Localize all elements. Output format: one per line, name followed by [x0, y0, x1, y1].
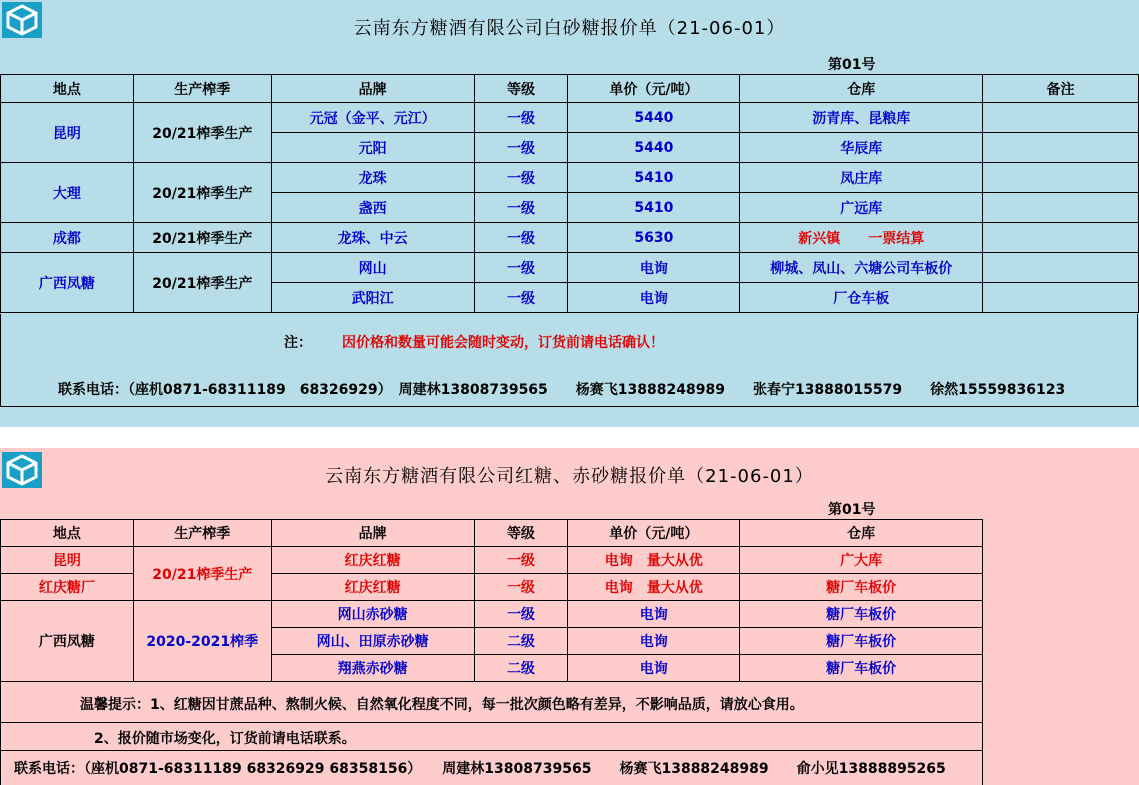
warehouse-cell: 广远库	[740, 193, 983, 223]
location-cell: 广西凤糖	[1, 601, 134, 682]
contact-divider	[0, 750, 983, 751]
remarks-cell	[983, 223, 1139, 253]
location-cell: 成都	[1, 223, 134, 253]
season-cell: 20/21榨季生产	[133, 103, 271, 163]
table-row	[1, 253, 1139, 283]
price-cell: 5440	[568, 103, 740, 133]
sheet-title: 云南东方糖酒有限公司红糖、赤砂糖报价单（21-06-01）	[325, 466, 814, 487]
remarks-cell	[983, 103, 1139, 133]
right-border	[1137, 314, 1138, 407]
warehouse-cell: 柳城、凤山、六塘公司车板价	[740, 253, 983, 283]
warehouse-cell: 新兴镇 一票结算	[740, 223, 983, 253]
tip-line-1: 温馨提示：1、红糖因甘蔗品种、熬制火候、自然氧化程度不同，每一批次颜色略有差异，不影响品质，请放心食用。	[80, 697, 804, 713]
price-cell: 电询 量大从优	[568, 547, 740, 574]
header-warehouse: 仓库	[740, 520, 983, 547]
table-header-row	[1, 75, 1139, 103]
season-cell: 20/21榨季生产	[133, 547, 271, 601]
season-cell: 20/21榨季生产	[133, 163, 271, 223]
warehouse-cell: 厂仓车板	[740, 283, 983, 313]
table-row	[1, 601, 983, 628]
remarks-cell	[983, 193, 1139, 223]
header-remarks: 备注	[983, 75, 1139, 103]
grade-cell: 二级	[474, 628, 568, 655]
bottom-border	[0, 406, 1139, 407]
grade-cell: 一级	[474, 574, 568, 601]
grade-cell: 一级	[474, 103, 568, 133]
brand-cell: 网山赤砂糖	[271, 601, 474, 628]
brand-cell: 龙珠	[271, 163, 474, 193]
warehouse-cell: 糖厂车板价	[740, 655, 983, 682]
right-border	[982, 681, 983, 785]
header-brand: 品牌	[271, 75, 474, 103]
price-cell: 5630	[568, 223, 740, 253]
tip-line-2: 2、报价随市场变化，订货前请电话联系。	[94, 731, 356, 747]
location-cell: 大理	[1, 163, 134, 223]
season-cell: 20/21榨季生产	[133, 253, 271, 313]
price-cell: 电询 量大从优	[568, 574, 740, 601]
header-brand: 品牌	[271, 520, 474, 547]
table-row	[1, 223, 1139, 253]
warehouse-cell: 凤庄库	[740, 163, 983, 193]
remarks-cell	[983, 283, 1139, 313]
warehouse-cell: 糖厂车板价	[740, 628, 983, 655]
price-cell: 5410	[568, 193, 740, 223]
contact-line: 联系电话：（座机0871-68311189 68326929 68358156） 周建林13808739565 杨赛飞13888248989 俞小见13888895265	[14, 761, 946, 777]
brand-cell: 红庆红糖	[271, 574, 474, 601]
brand-cell: 元冠（金平、元江）	[271, 103, 474, 133]
remarks-cell	[983, 163, 1139, 193]
season-cell: 2020-2021榨季	[133, 601, 271, 682]
grade-cell: 一级	[474, 133, 568, 163]
warehouse-cell: 糖厂车板价	[740, 574, 983, 601]
tip-divider	[0, 722, 983, 723]
table-header-row	[1, 520, 983, 547]
brand-cell: 翔燕赤砂糖	[271, 655, 474, 682]
price-cell: 5440	[568, 133, 740, 163]
white-sugar-table	[0, 74, 1139, 313]
note-text: 因价格和数量可能会随时变动，订货前请电话确认！	[342, 335, 664, 351]
price-cell: 5410	[568, 163, 740, 193]
header-season: 生产榨季	[133, 520, 271, 547]
brown-sugar-table	[0, 519, 983, 682]
brand-cell: 龙珠、中云	[271, 223, 474, 253]
warehouse-cell: 沥青库、昆粮库	[740, 103, 983, 133]
grade-cell: 一级	[474, 601, 568, 628]
grade-cell: 一级	[474, 223, 568, 253]
table-row	[1, 163, 1139, 193]
brand-cell: 元阳	[271, 133, 474, 163]
header-season: 生产榨季	[133, 75, 271, 103]
contact-line: 联系电话：（座机0871-68311189 68326929） 周建林13808739565 杨赛飞13888248989 张春宁13888015579 徐然15559836123	[58, 382, 1066, 398]
brand-cell: 网山、田原赤砂糖	[271, 628, 474, 655]
header-location: 地点	[1, 520, 134, 547]
grade-cell: 一级	[474, 283, 568, 313]
brown-sugar-price-sheet	[0, 448, 1139, 785]
warehouse-cell: 广大库	[740, 547, 983, 574]
brand-cell: 武阳江	[271, 283, 474, 313]
header-warehouse: 仓库	[740, 75, 983, 103]
location-cell: 昆明	[1, 547, 134, 574]
location-cell: 红庆糖厂	[1, 574, 134, 601]
header-grade: 等级	[474, 75, 568, 103]
remarks-cell	[983, 253, 1139, 283]
brand-cell: 盏西	[271, 193, 474, 223]
price-cell: 电询	[568, 253, 740, 283]
left-border	[0, 681, 1, 785]
header-price: 单价（元/吨）	[568, 520, 740, 547]
grade-cell: 一级	[474, 163, 568, 193]
remarks-cell	[983, 133, 1139, 163]
grade-cell: 一级	[474, 547, 568, 574]
header-location: 地点	[1, 75, 134, 103]
price-cell: 电询	[568, 655, 740, 682]
serial-number: 第01号	[828, 502, 876, 518]
brand-cell: 红庆红糖	[271, 547, 474, 574]
header-grade: 等级	[474, 520, 568, 547]
table-row	[1, 547, 983, 574]
location-cell: 昆明	[1, 103, 134, 163]
grade-cell: 二级	[474, 655, 568, 682]
price-cell: 电询	[568, 283, 740, 313]
left-border	[0, 314, 1, 407]
grade-cell: 一级	[474, 253, 568, 283]
table-row	[1, 103, 1139, 133]
header-price: 单价（元/吨）	[568, 75, 740, 103]
price-cell: 电询	[568, 601, 740, 628]
price-cell: 电询	[568, 628, 740, 655]
sheet-title: 云南东方糖酒有限公司白砂糖报价单（21-06-01）	[353, 18, 786, 39]
note-label: 注：	[284, 335, 312, 351]
location-cell: 广西凤糖	[1, 253, 134, 313]
season-cell: 20/21榨季生产	[133, 223, 271, 253]
warehouse-cell: 糖厂车板价	[740, 601, 983, 628]
brand-cell: 网山	[271, 253, 474, 283]
serial-number: 第01号	[828, 57, 876, 73]
warehouse-cell: 华辰库	[740, 133, 983, 163]
grade-cell: 一级	[474, 193, 568, 223]
